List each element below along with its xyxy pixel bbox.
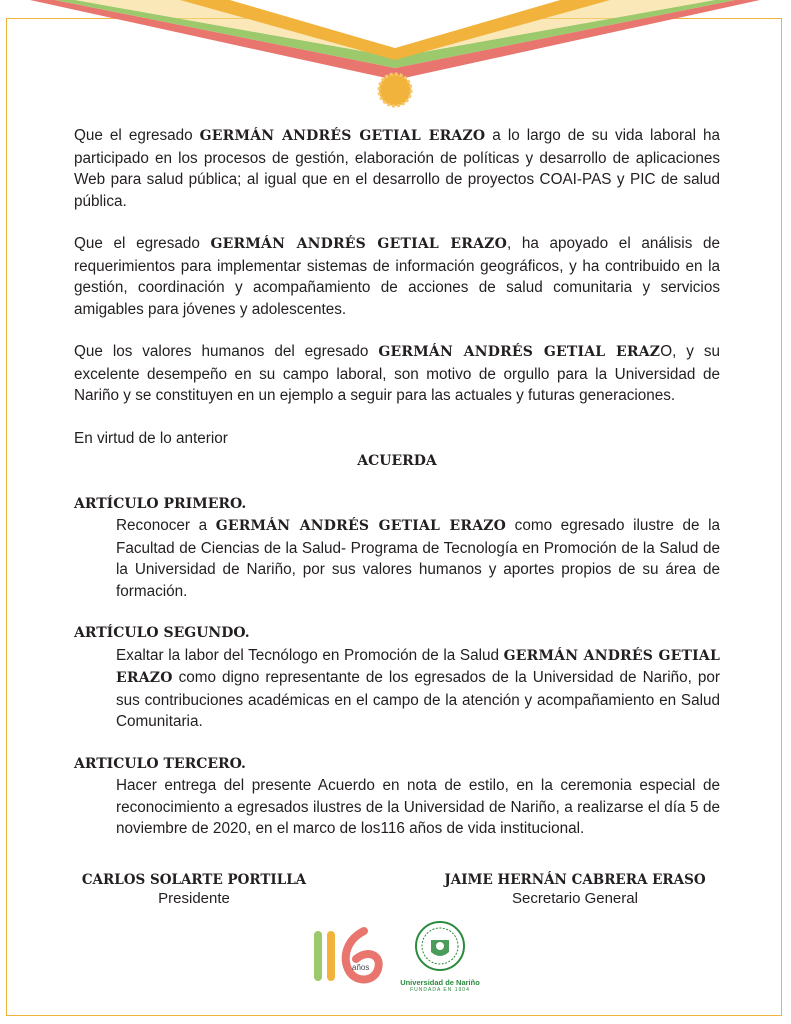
anniversary-word: años xyxy=(352,963,370,972)
article-3-title: ARTICULO TERCERO. xyxy=(74,755,246,772)
article-2-body: Exaltar la labor del Tecnólogo en Promoción de la Salud GERMÁN ANDRÉS GETIAL ERAZO como digno representante de los egresados de la Universidad de Nariño, por sus contribuciones académicas en el campo de la atención y acompañamiento en Salud Comunitaria. xyxy=(116,646,720,730)
paragraph-3: Que los valores humanos del egresado GERMÁN ANDRÉS GETIAL ERAZO, y su excelente desempeño en su campo laboral, son motivo de orgullo para la Universidad de Nariño y se constituyen en un ejemplo a seguir para las actuales y futuras generaciones. xyxy=(74,343,720,404)
graduate-name: GERMÁN ANDRÉS GETIAL ERAZ xyxy=(378,344,661,360)
paragraph-1: Que el egresado GERMÁN ANDRÉS GETIAL ERAZO a lo largo de su vida laboral ha participado en los procesos de gestión, elaboración de políticas y desarrollo de aplicaciones Web para salud pública; al igual que en el desarrollo de proyectos COAI-PAS y PIC de salud pública. xyxy=(74,127,720,210)
anniversary-116-logo xyxy=(312,925,392,987)
signature-left xyxy=(74,872,314,907)
university-emblem-icon xyxy=(413,920,467,972)
signer-role: Secretario General xyxy=(512,890,638,907)
article-3-body: Hacer entrega del presente Acuerdo en nota de estilo, en la ceremonia especial de reconocimiento a egresados ilustres de la Universidad de Nariño, a realizarse el día 5 de noviembre de 2020, en el marco de los116 años de vida institucional. xyxy=(116,777,720,837)
decorative-ribbon xyxy=(0,0,791,110)
article-2 xyxy=(74,623,720,733)
university-name: Universidad de Nariño xyxy=(400,978,480,987)
signature-right xyxy=(430,872,720,907)
paragraph-2: Que el egresado GERMÁN ANDRÉS GETIAL ERAZO, ha apoyado el análisis de requerimientos para implementar sistemas de información geográficos, y ha contribuido en la gestión, coordinación y acompañamiento de acciones de salud comunitaria y servicios amigables para jóvenes y adolescentes. xyxy=(74,235,720,318)
acuerda-heading: ACUERDA xyxy=(357,453,437,469)
graduate-name: GERMÁN ANDRÉS GETIAL ERAZO xyxy=(210,236,507,252)
signer-name: JAIME HERNÁN CABRERA ERASO xyxy=(444,872,706,888)
article-1-title: ARTÍCULO PRIMERO. xyxy=(74,495,247,512)
graduate-name: GERMÁN ANDRÉS GETIAL ERAZO xyxy=(199,128,486,144)
article-3 xyxy=(74,754,720,840)
university-founded: FUNDADA EN 1904 xyxy=(410,987,470,993)
university-seal xyxy=(400,920,480,993)
signer-name: CARLOS SOLARTE PORTILLA xyxy=(81,872,307,888)
document-body xyxy=(74,125,720,840)
article-1 xyxy=(74,494,720,603)
signer-role: Presidente xyxy=(158,890,230,907)
article-1-body: Reconocer a GERMÁN ANDRÉS GETIAL ERAZO como egresado ilustre de la Facultad de Ciencias de la Salud- Programa de Tecnología en Promoción de la Salud de la Universidad de Nariño, por sus valores humanos y aportes propios de su área de formación. xyxy=(116,517,720,600)
intro-text: En virtud de lo anterior xyxy=(74,429,228,447)
article-2-title: ARTÍCULO SEGUNDO. xyxy=(74,625,250,641)
